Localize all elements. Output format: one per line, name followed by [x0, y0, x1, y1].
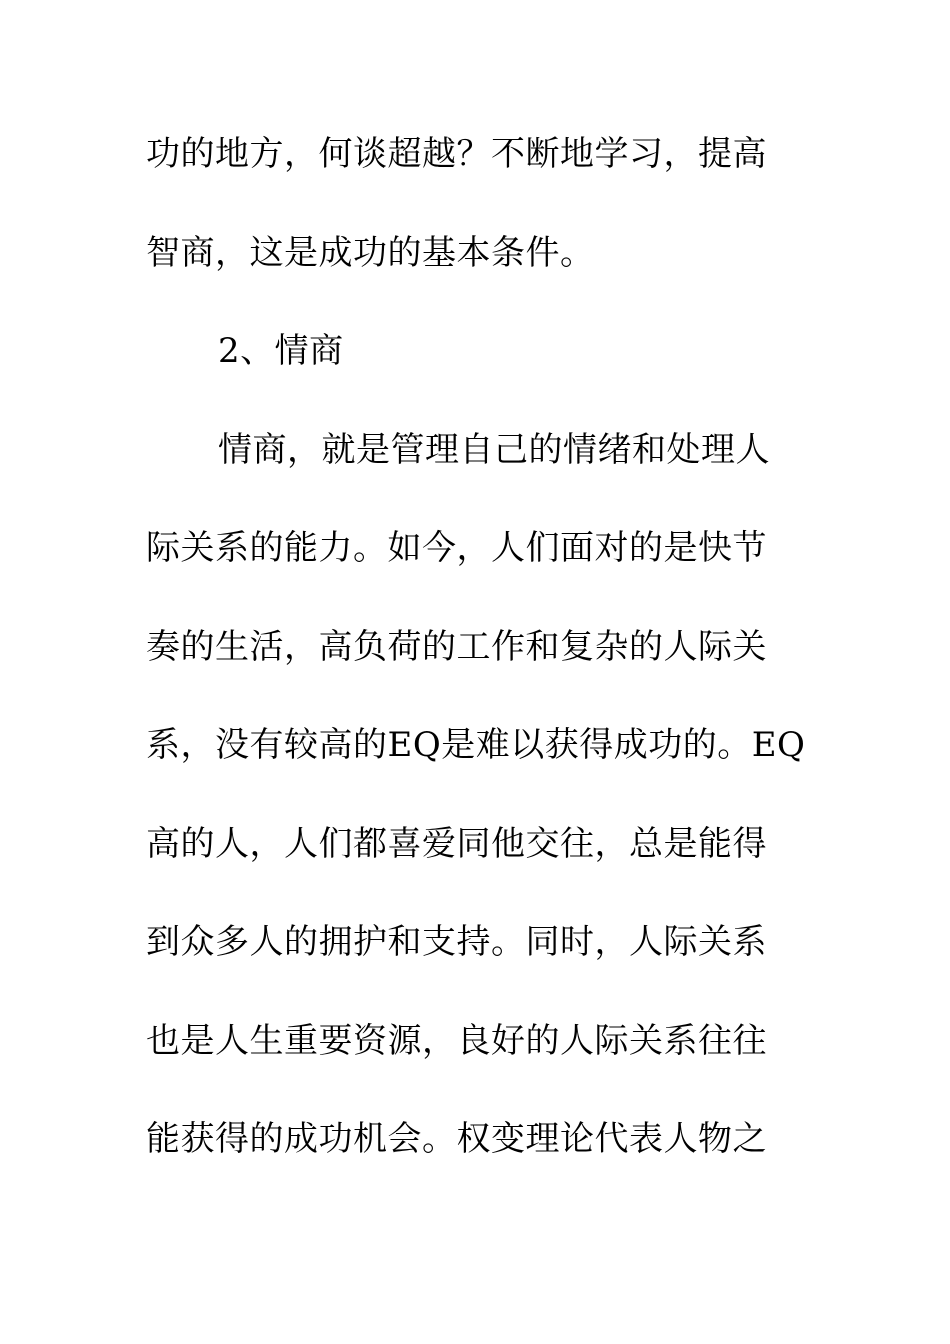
text-line: 高的人，人们都喜爱同他交往，总是能得: [146, 823, 767, 864]
text-line: 到众多人的拥护和支持。同时，人际关系: [146, 922, 767, 962]
text-line: 能获得的成功机会。权变理论代表人物之: [146, 1119, 767, 1159]
text-line: 功的地方，何谈超越？不断地学习，提高: [146, 134, 767, 174]
text-line: 也是人生重要资源，良好的人际关系往往: [146, 1020, 767, 1061]
text-line: 奏的生活，高负荷的工作和复杂的人际关: [146, 626, 767, 667]
section-heading: 2、情商: [218, 331, 344, 371]
text-line: 际关系的能力。如今，人们面对的是快节: [146, 528, 767, 568]
text-line: 智商，这是成功的基本条件。: [146, 232, 595, 273]
text-line: 系，没有较高的EQ是难以获得成功的。EQ: [146, 725, 806, 765]
paragraph-first-line: 情商，就是管理自己的情绪和处理人: [218, 429, 770, 470]
body-text: [146, 122, 810, 1206]
